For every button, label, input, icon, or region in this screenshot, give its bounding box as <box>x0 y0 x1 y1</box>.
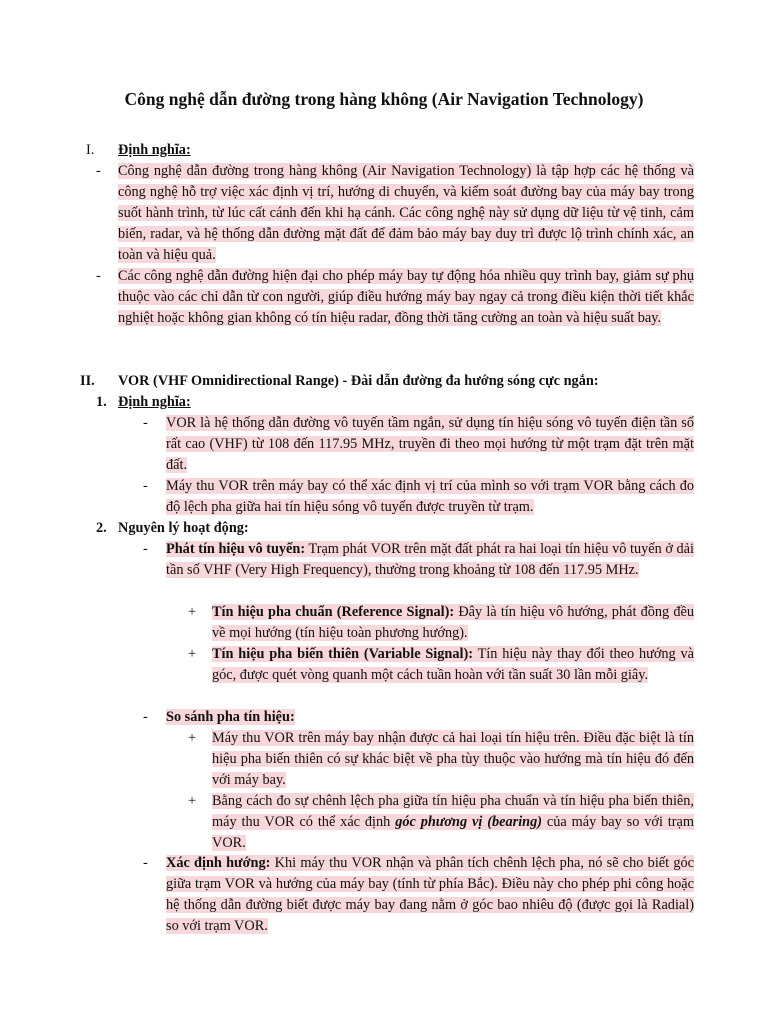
bullet-dash: - <box>143 855 148 871</box>
subsection-2-number: 2. <box>96 520 107 536</box>
section-2-number: II. <box>80 373 95 389</box>
variable-signal-item: Tín hiệu pha biến thiên (Variable Signal): Tín hiệu này thay đổi theo hướng và góc, được quét vòng quanh một cách tuần hoàn với tần suất 30 lần mỗi giây. <box>212 646 694 683</box>
bullet-dash: - <box>143 541 148 557</box>
reference-signal-item: Tín hiệu pha chuẩn (Reference Signal): Đây là tín hiệu vô hướng, phát đồng đều về mọi hướng (tín hiệu toàn phương hướng). <box>212 604 694 641</box>
subsection-1-heading: Định nghĩa: <box>118 394 191 410</box>
phase-compare-heading: So sánh pha tín hiệu: <box>166 709 295 725</box>
bullet-dash: - <box>143 709 148 725</box>
subsection-2-heading: Nguyên lý hoạt động: <box>118 520 249 536</box>
bullet-plus: + <box>188 730 197 746</box>
bullet-plus: + <box>188 793 197 809</box>
bullet-dash: - <box>96 268 101 284</box>
subsection-1-paragraph-1: VOR là hệ thống dẫn đường vô tuyến tầm ngắn, sử dụng tín hiệu sóng vô tuyến điện tần số rất cao (VHF) từ 108 đến 117.95 MHz, truyền đi theo mọi hướng từ một trạm đặt trên mặt đất. <box>166 415 694 473</box>
bullet-plus: + <box>188 604 197 620</box>
phase-compare-paragraph-2: Bằng cách đo sự chênh lệch pha giữa tín hiệu pha chuẩn và tín hiệu pha biến thiên, máy thu VOR có thể xác định góc phương vị (bearing) của máy bay so với trạm VOR. <box>212 793 694 851</box>
bullet-dash: - <box>96 163 101 179</box>
section-2-heading: VOR (VHF Omnidirectional Range) - Đài dẫn đường đa hướng sóng cực ngắn: <box>118 373 599 389</box>
phase-compare-paragraph-1: Máy thu VOR trên máy bay nhận được cả hai loại tín hiệu trên. Điều đặc biệt là tín hiệu pha biến thiên có sự khác biệt về pha tùy thuộc vào hướng mà tín hiệu đó đến với máy bay. <box>212 730 694 788</box>
bullet-dash: - <box>143 478 148 494</box>
section-1-number: I. <box>86 142 95 158</box>
transmit-signal-item: Phát tín hiệu vô tuyến: Trạm phát VOR trên mặt đất phát ra hai loại tín hiệu vô tuyến ở dải tần số VHF (Very High Frequency), thường trong khoảng từ 108 đến 117.95 MHz. <box>166 541 695 578</box>
bullet-dash: - <box>143 415 148 431</box>
document-title: Công nghệ dẫn đường trong hàng không (Air Navigation Technology) <box>124 89 644 109</box>
section-1-heading: Định nghĩa: <box>118 142 191 158</box>
section-1-paragraph-2: Các công nghệ dẫn đường hiện đại cho phép máy bay tự động hóa nhiều quy trình bay, giảm sự phụ thuộc vào các chỉ dẫn từ con người, giúp điều hướng máy bay ngay cả trong điều kiện thời tiết khắc nghiệt hoặc không gian không có tín hiệu radar, đồng thời tăng cường an toàn và hiệu suất bay. <box>118 268 694 326</box>
subsection-1-number: 1. <box>96 394 107 410</box>
direction-item: Xác định hướng: Khi máy thu VOR nhận và phân tích chênh lệch pha, nó sẽ cho biết góc giữa trạm VOR và hướng của máy bay (tính từ phía Bắc). Điều này cho phép phi công hoặc hệ thống dẫn đường biết được máy bay đang nằm ở góc bao nhiêu độ (được gọi là Radial) so với trạm VOR. <box>166 855 694 934</box>
subsection-1-paragraph-2: Máy thu VOR trên máy bay có thể xác định vị trí của mình so với trạm VOR bằng cách đo độ lệch pha giữa hai tín hiệu sóng vô tuyến được truyền từ trạm. <box>166 478 694 515</box>
bullet-plus: + <box>188 646 197 662</box>
section-1-paragraph-1: Công nghệ dẫn đường trong hàng không (Air Navigation Technology) là tập hợp các hệ thống và công nghệ hỗ trợ việc xác định vị trí, hướng di chuyển, và kiểm soát đường bay của máy bay trong suốt hành trình, từ lúc cất cánh đến khi hạ cánh. Các công nghệ này sử dụng dữ liệu từ vệ tinh, cảm biến, radar, và hệ thống dẫn đường mặt đất để đảm bảo máy bay duy trì được lộ trình chính xác, an toàn và hiệu quả. <box>118 163 694 263</box>
